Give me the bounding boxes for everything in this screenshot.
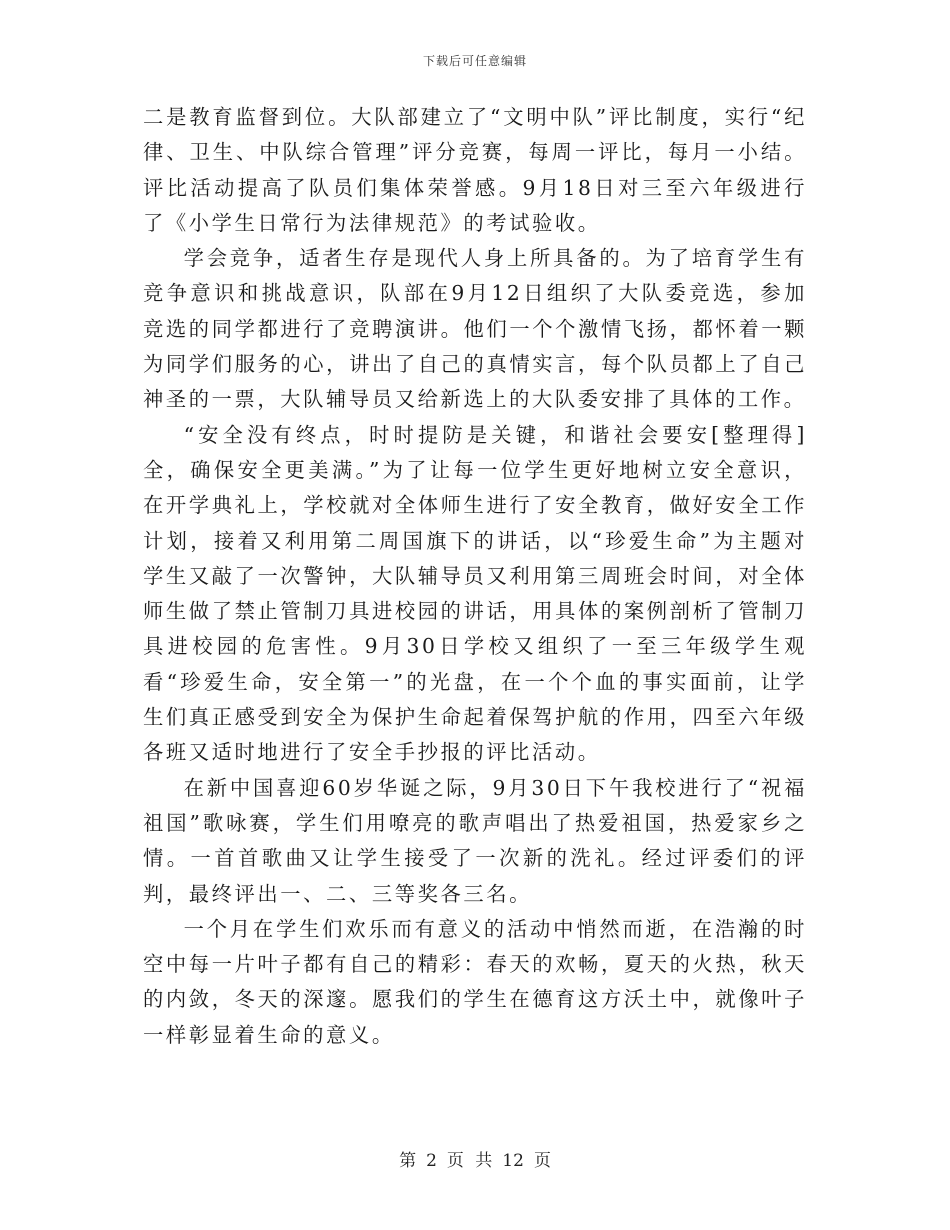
page-header-note: 下载后可任意编辑	[422, 54, 527, 68]
footer-suffix: 页	[533, 1151, 551, 1171]
footer-middle: 页 共	[446, 1151, 493, 1171]
paragraph-singing-contest: 在新中国喜迎60岁华诞之际，9月30日下午我校进行了“祝福祖国”歌咏赛，学生们用嘹亮的歌声唱出了热爱祖国，热爱家乡之情。一首首歌曲又让学生接受了一次新的洗礼。经过评委们的评判，最终评出一、二、三等奖各三名。	[143, 775, 807, 906]
total-page-count: 12	[502, 1151, 524, 1171]
footer-prefix: 第	[399, 1151, 417, 1171]
page-number-footer	[0, 1146, 950, 1171]
paragraph-education-supervision: 二是教育监督到位。大队部建立了“文明中队”评比制度，实行“纪律、卫生、中队综合管理”评分竞赛，每周一评比，每月一小结。评比活动提高了队员们集体荣誉感。9月18日对三至六年级进行了《小学生日常行为法律规范》的考试验收。	[143, 105, 807, 235]
paragraph-safety: “安全没有终点，时时提防是关键，和谐社会要安[整理得]全，确保安全更美满。”为了让每一位学生更好地树立安全意识，在开学典礼上，学校就对全体师生进行了安全教育，做好安全工作计划，接着又利用第二周国旗下的讲话，以“珍爱生命”为主题对学生又敲了一次警钟，大队辅导员又利用第三周班会时间，对全体师生做了禁止管制刀具进校园的讲话，用具体的案例剖析了管制刀具进校园的危害性。9月30日学校又组织了一至三年级学生观看“珍爱生命，安全第一”的光盘，在一个个血的事实面前，让学生们真正感受到安全为保护生命起着保驾护航的作用，四至六年级各班又适时地进行了安全手抄报的评比活动。	[143, 422, 807, 765]
paragraph-competition: 学会竞争，适者生存是现代人身上所具备的。为了培育学生有竞争意识和挑战意识，队部在9月12日组织了大队委竞选，参加竞选的同学都进行了竞聘演讲。他们一个个激情飞扬，都怀着一颗为同学们服务的心，讲出了自己的真情实言，每个队员都上了自己神圣的一票，大队辅导员又给新选上的大队委安排了具体的工作。	[143, 246, 807, 412]
current-page-number: 2	[426, 1151, 437, 1171]
paragraph-conclusion: 一个月在学生们欢乐而有意义的活动中悄然而逝，在浩瀚的时空中每一片叶子都有自己的精彩：春天的欢畅，夏天的火热，秋天的内敛，冬天的深邃。愿我们的学生在德育这方沃土中，就像叶子一样彰显着生命的意义。	[143, 916, 807, 1047]
document-body	[143, 100, 807, 1053]
